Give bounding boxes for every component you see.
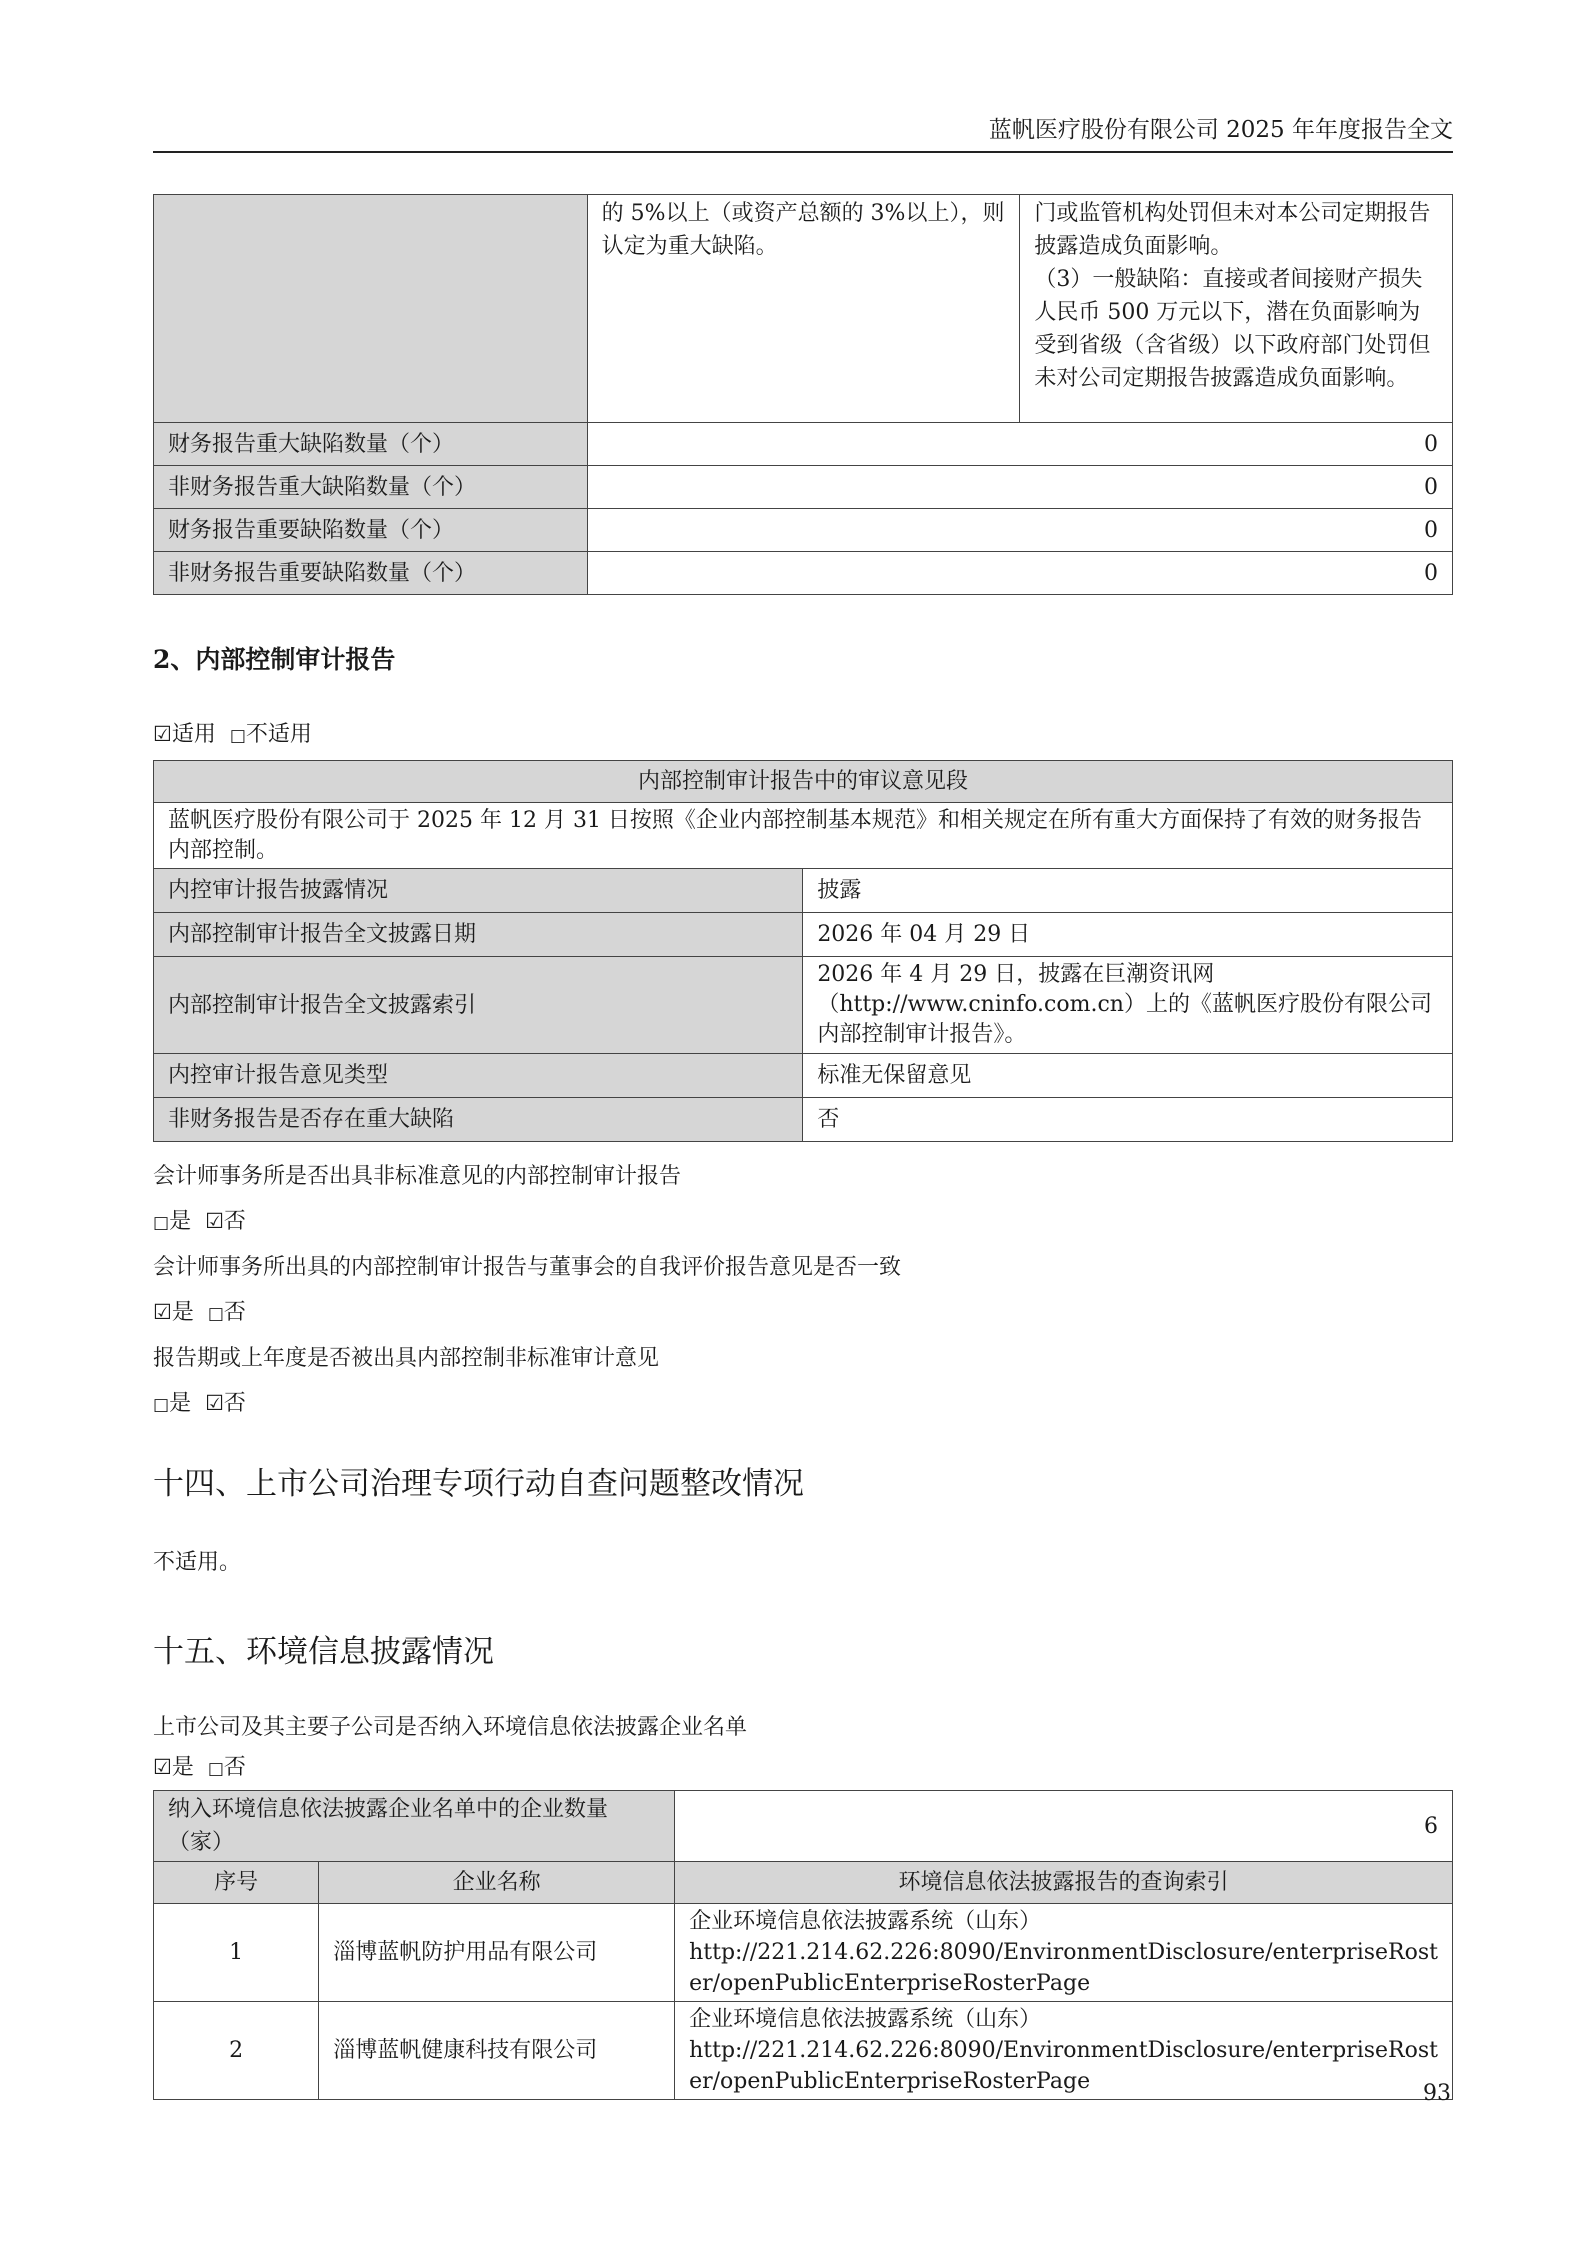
yes-label: 是: [169, 1391, 192, 1416]
defect-row-value: 0: [587, 466, 1452, 509]
row-number: 2: [154, 2002, 319, 2100]
defect-row-value: 0: [587, 509, 1452, 552]
section-15-question: 上市公司及其主要子公司是否纳入环境信息依法披露企业名单: [153, 1715, 748, 1740]
criteria-line-2: （3）一般缺陷：直接或者间接财产损失人民币 500 万元以下，潜在负面影响为受到省级（含省级）以下政府部门处罚但未对公司定期报告披露造成负面影响。: [1034, 267, 1431, 391]
defect-row-value: 0: [587, 552, 1452, 595]
enterprise-name: 淄博蓝帆健康科技有限公司: [319, 2002, 675, 2100]
table-row: [154, 2002, 1453, 2100]
checkbox-checked-icon[interactable]: ☑: [153, 722, 172, 746]
page-header-title: 蓝帆医疗股份有限公司 2025 年年度报告全文: [988, 117, 1453, 143]
audit-row-value: 否: [803, 1098, 1453, 1142]
index-url-line-1: http://221.214.62.226:8090/EnvironmentDisclosure/enterpriseRost: [689, 1940, 1438, 1965]
column-header: 企业名称: [319, 1862, 675, 1904]
environment-table: [153, 1790, 1453, 2100]
audit-row-value: 标准无保留意见: [803, 1054, 1453, 1098]
column-header: 序号: [154, 1862, 319, 1904]
audit-row-value: 2026 年 04 月 29 日: [803, 913, 1453, 957]
audit-row-label: 内部控制审计报告全文披露索引: [154, 957, 803, 1054]
enterprise-count-value: 6: [675, 1791, 1453, 1862]
applicability-options: [153, 717, 312, 748]
enterprise-name: 淄博蓝帆防护用品有限公司: [319, 1904, 675, 2002]
audit-table-title: 内部控制审计报告中的审议意见段: [154, 761, 1453, 803]
audit-row-label: 内控审计报告披露情况: [154, 869, 803, 913]
enterprise-count-label: 纳入环境信息依法披露企业名单中的企业数量（家）: [154, 1791, 675, 1862]
checkbox-unchecked-icon[interactable]: □: [207, 1759, 224, 1779]
no-label: 否: [223, 1391, 246, 1416]
question-answer: [153, 1204, 246, 1235]
audit-opinion-text: 蓝帆医疗股份有限公司于 2025 年 12 月 31 日按照《企业内部控制基本规范》和相关规定在所有重大方面保持了有效的财务报告内部控制。: [154, 803, 1453, 869]
index-url-line-1: http://221.214.62.226:8090/EnvironmentDisclosure/enterpriseRost: [689, 2038, 1438, 2063]
defect-row: [154, 466, 1453, 509]
question-text: 会计师事务所出具的内部控制审计报告与董事会的自我评价报告意见是否一致: [153, 1255, 902, 1280]
question-answer: [153, 1295, 246, 1326]
criteria-cell-right: [1020, 195, 1453, 423]
index-title: 企业环境信息依法披露系统（山东）: [689, 2007, 1042, 2032]
defect-row-label: 财务报告重大缺陷数量（个）: [154, 423, 588, 466]
defect-table: [153, 194, 1453, 595]
checkbox-unchecked-icon[interactable]: □: [229, 726, 246, 746]
criteria-cell-mid: 的 5%以上（或资产总额的 3%以上），则认定为重大缺陷。: [587, 195, 1020, 423]
yes-label: 是: [169, 1209, 192, 1234]
checkbox-unchecked-icon[interactable]: □: [153, 1395, 170, 1415]
section-15-answer: [153, 1750, 246, 1781]
section-14-body: 不适用。: [153, 1550, 242, 1575]
checkbox-checked-icon[interactable]: ☑: [153, 1300, 172, 1324]
question-answer: [153, 1386, 246, 1417]
checkbox-checked-icon[interactable]: ☑: [205, 1391, 224, 1415]
disclosure-index: [675, 2002, 1453, 2100]
defect-row-label: 财务报告重要缺陷数量（个）: [154, 509, 588, 552]
defect-row-label: 非财务报告重大缺陷数量（个）: [154, 466, 588, 509]
question-text: 会计师事务所是否出具非标准意见的内部控制审计报告: [153, 1164, 682, 1189]
blank-label-cell: [154, 195, 588, 423]
applicable-label: 适用: [171, 722, 216, 747]
yes-label: 是: [171, 1300, 194, 1325]
checkbox-checked-icon[interactable]: ☑: [205, 1209, 224, 1233]
audit-row-label: 非财务报告是否存在重大缺陷: [154, 1098, 803, 1142]
no-label: 否: [223, 1209, 246, 1234]
audit-row-label: 内部控制审计报告全文披露日期: [154, 913, 803, 957]
audit-opinion-table: [153, 760, 1453, 1142]
no-label: 否: [223, 1755, 246, 1780]
audit-report-heading: 2、内部控制审计报告: [153, 645, 396, 674]
defect-row: [154, 509, 1453, 552]
index-title: 企业环境信息依法披露系统（山东）: [689, 1909, 1042, 1934]
defect-row: [154, 552, 1453, 595]
section-15-heading: 十五、环境信息披露情况: [153, 1634, 494, 1670]
not-applicable-label: 不适用: [245, 722, 312, 747]
audit-row-value: 披露: [803, 869, 1453, 913]
column-header: 环境信息依法披露报告的查询索引: [675, 1862, 1453, 1904]
disclosure-index: [675, 1904, 1453, 2002]
checkbox-checked-icon[interactable]: ☑: [153, 1755, 172, 1779]
index-url-line-2: er/openPublicEnterpriseRosterPage: [689, 2069, 1091, 2094]
audit-row-label: 内控审计报告意见类型: [154, 1054, 803, 1098]
defect-row-value: 0: [587, 423, 1452, 466]
question-text: 报告期或上年度是否被出具内部控制非标准审计意见: [153, 1346, 660, 1371]
no-label: 否: [223, 1300, 246, 1325]
criteria-line-1: 门或监管机构处罚但未对本公司定期报告披露造成负面影响。: [1034, 201, 1431, 259]
row-number: 1: [154, 1904, 319, 2002]
checkbox-unchecked-icon[interactable]: □: [207, 1304, 224, 1324]
yes-label: 是: [171, 1755, 194, 1780]
table-row: [154, 1904, 1453, 2002]
checkbox-unchecked-icon[interactable]: □: [153, 1213, 170, 1233]
index-url-line-2: er/openPublicEnterpriseRosterPage: [689, 1971, 1091, 1996]
header-rule: [153, 151, 1453, 153]
page-number: 93: [1423, 2081, 1451, 2106]
defect-row-label: 非财务报告重要缺陷数量（个）: [154, 552, 588, 595]
defect-row: [154, 423, 1453, 466]
section-14-heading: 十四、上市公司治理专项行动自查问题整改情况: [153, 1466, 804, 1502]
audit-row-value: 2026 年 4 月 29 日，披露在巨潮资讯网（http://www.cninfo.com.cn）上的《蓝帆医疗股份有限公司内部控制审计报告》。: [803, 957, 1453, 1054]
